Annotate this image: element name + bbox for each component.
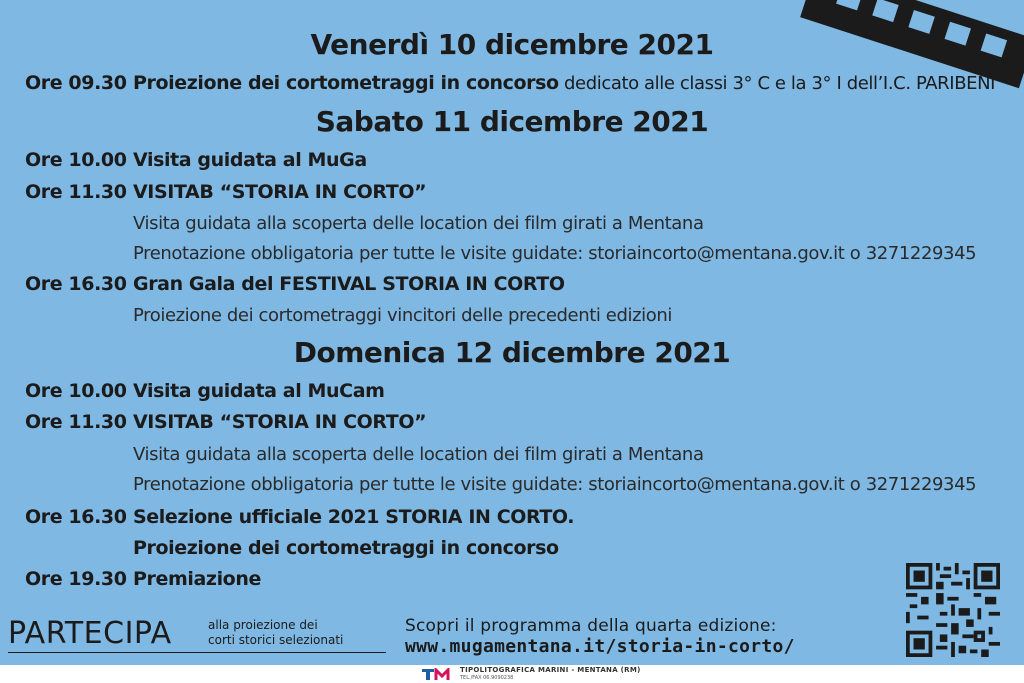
day-heading-friday: Venerdì 10 dicembre 2021 bbox=[310, 28, 714, 61]
event-detail: dedicato alle classi 3° C e la 3° I dell’I.C. PARIBENI bbox=[558, 73, 996, 94]
divider bbox=[8, 652, 386, 653]
event-description: Visita guidata alla scoperta delle location dei film girati a Mentana bbox=[133, 213, 704, 234]
event-title: Visita guidata al MuGa bbox=[133, 149, 367, 171]
event-title-text: Proiezione dei cortometraggi in concorso bbox=[133, 72, 559, 94]
printer-name: TIPOLITOGRAFICA MARINI - MENTANA (RM) bbox=[460, 666, 641, 674]
event-title bbox=[133, 72, 995, 94]
event-title: Gran Gala del FESTIVAL STORIA IN CORTO bbox=[133, 273, 565, 295]
event-title: Premiazione bbox=[133, 568, 261, 590]
event-time: Ore 11.30 bbox=[25, 181, 127, 203]
event-title: Visita guidata al MuCam bbox=[133, 380, 385, 402]
website-link[interactable]: www.mugamentana.it/storia-in-corto/ bbox=[405, 636, 795, 657]
partecipa-subtitle bbox=[208, 618, 343, 648]
event-description: Proiezione dei cortometraggi vincitori delle precedenti edizioni bbox=[133, 305, 672, 326]
partecipa-subtitle-line1: alla proiezione dei bbox=[208, 618, 318, 632]
qr-code-icon[interactable] bbox=[906, 563, 1000, 657]
partecipa-subtitle-line2: corti storici selezionati bbox=[208, 633, 344, 647]
day-heading-saturday: Sabato 11 dicembre 2021 bbox=[315, 105, 709, 138]
event-booking-info: Prenotazione obbligatoria per tutte le visite guidate: storiaincorto@mentana.gov.it o 3271229345 bbox=[133, 474, 977, 495]
event-subtitle: Proiezione dei cortometraggi in concorso bbox=[133, 537, 559, 559]
event-description: Visita guidata alla scoperta delle location dei film girati a Mentana bbox=[133, 444, 704, 465]
event-time: Ore 11.30 bbox=[25, 411, 127, 433]
event-time: Ore 10.00 bbox=[25, 149, 127, 171]
event-title: VISITAB “STORIA IN CORTO” bbox=[133, 181, 427, 203]
event-time: Ore 16.30 bbox=[25, 273, 127, 295]
day-heading-sunday: Domenica 12 dicembre 2021 bbox=[293, 336, 731, 369]
event-title: VISITAB “STORIA IN CORTO” bbox=[133, 411, 427, 433]
event-time: Ore 19.30 bbox=[25, 568, 127, 590]
printer-logo-icon bbox=[422, 668, 456, 681]
event-time: Ore 10.00 bbox=[25, 380, 127, 402]
partecipa-heading: PARTECIPA bbox=[8, 616, 172, 651]
event-time: Ore 16.30 bbox=[25, 506, 127, 528]
event-booking-info: Prenotazione obbligatoria per tutte le visite guidate: storiaincorto@mentana.gov.it o 3271229345 bbox=[133, 243, 977, 264]
event-time: Ore 09.30 bbox=[25, 72, 127, 94]
event-title: Selezione ufficiale 2021 STORIA IN CORTO. bbox=[133, 506, 575, 528]
program-note: Scopri il programma della quarta edizione: bbox=[405, 616, 777, 636]
film-reel-icon bbox=[250, 0, 320, 10]
printer-contact: TEL./FAX 06.9090238 bbox=[460, 675, 514, 681]
